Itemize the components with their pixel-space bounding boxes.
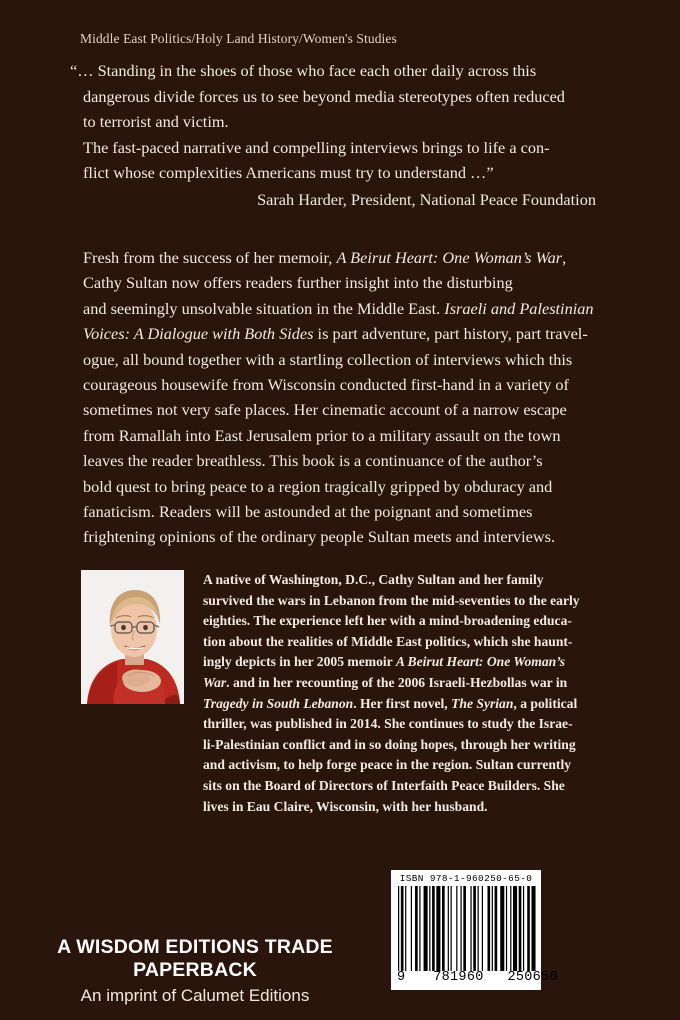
bio-line — [203, 673, 593, 694]
author-portrait-illustration — [81, 570, 184, 704]
bio-line — [203, 570, 593, 591]
description-line — [83, 448, 611, 473]
publisher-imprint-sub: An imprint of Calumet Editions — [80, 986, 310, 1005]
bio-line — [203, 632, 593, 653]
text-run: frightening opinions of the ordinary people Sultan meets and interviews. — [83, 527, 556, 547]
title-italic: Voices: A Dialogue with Both Sides — [83, 324, 314, 344]
title-italic: A Beirut Heart: One Woman’s War — [336, 248, 563, 267]
book-description — [83, 245, 611, 550]
text-run: ogue, all bound together with a startling collection of interviews which this — [83, 349, 573, 369]
author-photo — [81, 570, 184, 704]
blurb-attribution: Sarah Harder, President, National Peace Foundation — [257, 189, 596, 209]
bio-line — [203, 797, 593, 818]
bio-line — [203, 694, 593, 715]
title-italic: Israeli and Palestinian — [444, 298, 594, 318]
text-run: . and in her recounting of the 2006 Israeli-Hezbollas war in — [226, 674, 568, 690]
publisher-name: A WISDOM EDITIONS TRADE PAPERBACK — [57, 936, 333, 981]
text-run: fanaticism. Readers will be astounded at the poignant and sometimes — [83, 502, 533, 522]
text-run: A native of Washington, D.C., Cathy Sultan and her family — [203, 572, 544, 587]
text-run: tion about the realities of Middle East politics, which she haunt- — [203, 633, 573, 649]
text-run: and activism, to help forge peace in the region. Sultan currently — [203, 757, 572, 773]
text-run: ingly depicts in her 2005 memoir — [203, 654, 396, 670]
barcode-panel — [391, 870, 558, 990]
description-line — [83, 474, 611, 499]
blurb-line: “… Standing in the shoes of those who face each other daily across this — [70, 61, 537, 80]
text-run: courageous housewife from Wisconsin conducted first-hand in a variety of — [83, 375, 569, 395]
description-line — [83, 270, 611, 295]
title-italic: Tragedy in South Lebanon — [203, 695, 354, 711]
blurb-lines — [70, 58, 610, 186]
isbn-label: ISBN 978-1-960250-65-0 — [399, 873, 533, 884]
bio-line — [203, 611, 593, 632]
description-line — [83, 423, 611, 448]
description-line — [83, 499, 611, 524]
text-run: , a political — [513, 695, 578, 711]
text-run: from Ramallah into East Jerusalem prior to a military assault on the town — [83, 425, 561, 445]
genre-category-line: Middle East Politics/Holy Land History/Women's Studies — [80, 31, 397, 46]
description-line — [83, 372, 611, 397]
bio-line — [203, 755, 593, 776]
ean13-barcode-icon — [396, 886, 536, 971]
blurb-line: to terrorist and victim. — [83, 112, 229, 132]
description-line — [83, 524, 611, 549]
blurb-line: dangerous divide forces us to see beyond media stereotypes often reduced — [83, 86, 565, 106]
text-run: , — [562, 248, 567, 267]
review-blurb — [70, 58, 610, 213]
text-run: thriller, was published in 2014. She continues to study the Israe- — [203, 716, 573, 732]
text-run: and seemingly unsolvable situation in the Middle East. — [83, 298, 445, 318]
text-run: lives in Eau Claire, Wisconsin, with her husband. — [203, 798, 488, 814]
text-run: Cathy Sultan now offers readers further insight into the disturbing — [83, 273, 513, 293]
title-italic: The Syrian — [451, 695, 514, 711]
description-line — [83, 245, 611, 270]
publisher-imprint — [0, 936, 390, 1006]
description-line — [83, 347, 611, 372]
text-run: survived the wars in Lebanon from the mid-seventies to the early — [203, 592, 580, 608]
barcode-digits — [396, 970, 558, 985]
bio-line — [203, 735, 593, 756]
title-italic: A Beirut Heart: One Woman’s — [395, 654, 566, 670]
barcode-digit-right-group: 250650 — [507, 970, 558, 985]
title-italic: War — [203, 674, 227, 690]
author-bio — [203, 570, 593, 817]
blurb-line: flict whose complexities Americans must try to understand …” — [83, 163, 494, 183]
blurb-line: The fast-paced narrative and compelling interviews brings to life a con- — [83, 137, 550, 157]
text-run: is part adventure, part history, part travel- — [313, 324, 588, 344]
bio-line — [203, 591, 593, 612]
text-run: eighties. The experience left her with a mind-broadening educa- — [203, 613, 572, 629]
text-run: sometimes not very safe places. Her cinematic account of a narrow escape — [83, 400, 567, 420]
description-line — [83, 296, 611, 321]
text-run: Fresh from the success of her memoir, — [83, 248, 337, 267]
text-run: leaves the reader breathless. This book is a continuance of the author’s — [83, 451, 543, 471]
text-run: sits on the Board of Directors of Interfaith Peace Builders. She — [203, 777, 565, 793]
bio-line — [203, 652, 593, 673]
barcode-digit-left-group: 781960 — [433, 970, 484, 985]
text-run: bold quest to bring peace to a region tragically gripped by obduracy and — [83, 476, 553, 496]
bio-line — [203, 776, 593, 797]
text-run: . Her first novel, — [353, 695, 452, 711]
description-line — [83, 397, 611, 422]
bio-line — [203, 714, 593, 735]
barcode-digit-check: 9 — [397, 970, 406, 985]
text-run: li-Palestinian conflict and in so doing hopes, through her writing — [203, 736, 576, 752]
description-line — [83, 321, 611, 346]
